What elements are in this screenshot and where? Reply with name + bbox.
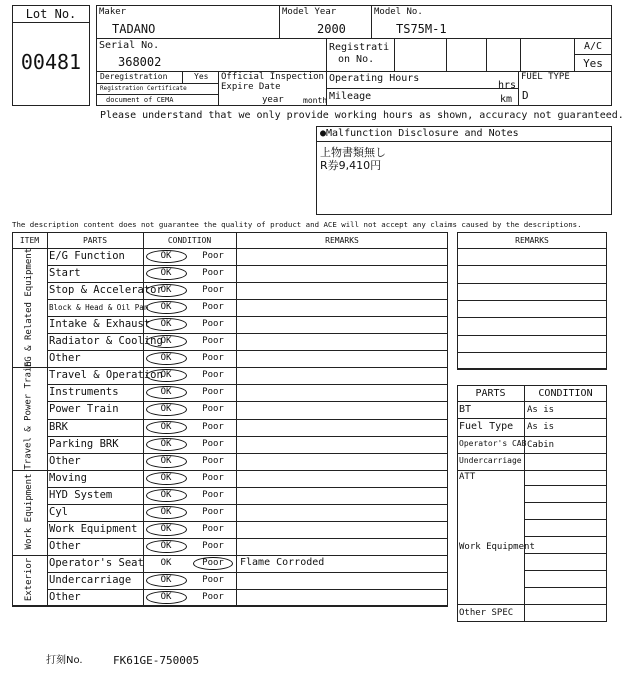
malfunction-note-2: R券9,410円 xyxy=(320,159,382,172)
condition-ok-option[interactable]: OK xyxy=(160,592,172,602)
part-label: Cyl xyxy=(49,506,68,518)
condition-poor-option[interactable]: Poor xyxy=(202,268,224,278)
group-label: Exterior xyxy=(23,558,34,602)
part-label: E/G Function xyxy=(49,250,125,262)
model-no-label: Model No. xyxy=(374,7,423,17)
hrs-label: hrs xyxy=(498,80,517,91)
selected-condition-marker xyxy=(146,284,187,297)
side-condition-value: As is xyxy=(527,422,555,432)
part-label: Block & Head & Oil Pan xyxy=(49,303,149,312)
model-no-value: TS75M-1 xyxy=(396,22,447,36)
selected-condition-marker xyxy=(146,403,187,416)
side-condition-value: Cabin xyxy=(527,440,555,450)
selected-condition-marker xyxy=(146,438,187,451)
condition-poor-option[interactable]: Poor xyxy=(202,319,224,329)
inspection-label-1: Official Inspection xyxy=(221,72,324,82)
part-label: Moving xyxy=(49,472,87,484)
selected-condition-marker xyxy=(146,455,187,468)
side-part-label: Fuel Type xyxy=(459,421,514,432)
group-label: Travel & Power Train xyxy=(24,360,35,470)
condition-ok-option[interactable]: OK xyxy=(160,558,172,568)
selected-condition-marker xyxy=(146,267,187,280)
year-label: year xyxy=(262,95,284,105)
condition-poor-option[interactable]: Poor xyxy=(202,404,224,414)
selected-condition-marker xyxy=(146,318,187,331)
part-label: Travel & Operation xyxy=(49,369,163,381)
col-condition-header: CONDITION xyxy=(167,236,212,245)
col-item-header: ITEM xyxy=(19,236,40,245)
disclaimer: The description content does not guarantee the quality of product and ACE will not accept any claims caused by the descriptions. xyxy=(12,220,582,229)
side-part-label: Undercarriage xyxy=(459,456,522,465)
selected-condition-marker xyxy=(146,472,187,485)
condition-ok-option[interactable]: OK xyxy=(160,490,172,500)
condition-poor-option[interactable]: Poor xyxy=(202,456,224,466)
cema-label: document of CEMA xyxy=(106,96,174,104)
side-part-label: Operator's CAB xyxy=(459,439,527,448)
condition-poor-option[interactable]: Poor xyxy=(202,285,224,295)
side-condition-header: CONDITION xyxy=(538,388,593,399)
part-label: Other xyxy=(49,352,81,364)
side-remarks-header: REMARKS xyxy=(515,236,549,245)
fuel-type-label: FUEL TYPE xyxy=(521,72,570,82)
part-label: Undercarriage xyxy=(49,574,132,586)
model-year-label: Model Year xyxy=(282,7,337,17)
side-other-spec-label: Other SPEC xyxy=(459,608,514,618)
operating-hours-label: Operating Hours xyxy=(329,73,420,84)
condition-ok-option[interactable]: OK xyxy=(160,353,172,363)
part-label: Work Equipment xyxy=(49,523,138,535)
condition-poor-option[interactable]: Poor xyxy=(202,387,224,397)
selected-condition-marker xyxy=(146,250,187,263)
part-label: Other xyxy=(49,540,81,552)
part-label: BRK xyxy=(49,421,68,433)
lot-label: Lot No. xyxy=(25,7,77,21)
condition-poor-option[interactable]: Poor xyxy=(202,422,224,432)
lot-number: 00481 xyxy=(20,50,82,74)
side-att-label: ATT xyxy=(459,472,476,482)
selected-condition-marker xyxy=(146,369,187,382)
deregistration-label: Deregistration xyxy=(100,72,168,81)
month-label: month xyxy=(303,96,328,105)
condition-poor-option[interactable]: Poor xyxy=(202,302,224,312)
selected-condition-marker xyxy=(146,523,187,536)
group-label: EG & Related Equipment xyxy=(24,247,34,367)
condition-ok-option[interactable]: OK xyxy=(160,336,172,346)
side-parts-header: PARTS xyxy=(475,388,506,399)
condition-poor-option[interactable]: Poor xyxy=(202,336,224,346)
condition-poor-option[interactable]: Poor xyxy=(202,575,224,585)
selected-condition-marker xyxy=(193,557,233,570)
stamp-label: 打刻No. xyxy=(46,655,83,666)
condition-ok-option[interactable]: OK xyxy=(160,285,172,295)
group-label: Work Equipment xyxy=(24,473,34,550)
condition-ok-option[interactable]: OK xyxy=(160,387,172,397)
condition-ok-option[interactable]: OK xyxy=(160,302,172,312)
col-remarks-header: REMARKS xyxy=(325,236,359,245)
fuel-type-value: D xyxy=(522,89,529,102)
ac-label: A/C xyxy=(583,41,603,52)
condition-ok-option[interactable]: OK xyxy=(160,268,172,278)
condition-poor-option[interactable]: Poor xyxy=(202,251,224,261)
col-parts-header: PARTS xyxy=(82,236,108,245)
selected-condition-marker xyxy=(146,335,187,348)
km-label: km xyxy=(500,94,513,105)
condition-ok-option[interactable]: OK xyxy=(160,524,172,534)
condition-poor-option[interactable]: Poor xyxy=(202,558,224,568)
ac-value: Yes xyxy=(583,57,603,70)
selected-condition-marker xyxy=(146,506,187,519)
serial-value: 368002 xyxy=(118,55,162,69)
maker-label: Maker xyxy=(99,7,127,17)
deregistration-value: Yes xyxy=(194,72,209,81)
malfunction-note-1: 上物書類無し xyxy=(320,146,386,159)
selected-condition-marker xyxy=(146,591,187,604)
condition-poor-option[interactable]: Poor xyxy=(202,370,224,380)
condition-poor-option[interactable]: Poor xyxy=(202,439,224,449)
part-label: Other xyxy=(49,455,81,467)
part-label: Radiator & Cooling xyxy=(49,335,163,347)
part-label: Intake & Exhaust xyxy=(49,318,151,330)
side-condition-value: As is xyxy=(527,405,555,415)
condition-ok-option[interactable]: OK xyxy=(160,456,172,466)
selected-condition-marker xyxy=(146,489,187,502)
condition-poor-option[interactable]: Poor xyxy=(202,507,224,517)
inspection-label-2: Expire Date xyxy=(221,82,281,92)
condition-ok-option[interactable]: OK xyxy=(160,404,172,414)
selected-condition-marker xyxy=(146,352,187,365)
condition-ok-option[interactable]: OK xyxy=(160,575,172,585)
malfunction-title: ●Malfunction Disclosure and Notes xyxy=(320,128,519,139)
condition-poor-option[interactable]: Poor xyxy=(202,473,224,483)
condition-ok-option[interactable]: OK xyxy=(160,251,172,261)
condition-ok-option[interactable]: OK xyxy=(160,422,172,432)
part-label: Instruments xyxy=(49,386,119,398)
stamp-number: FK61GE-750005 xyxy=(113,654,200,667)
part-label: Other xyxy=(49,591,81,603)
selected-condition-marker xyxy=(146,574,187,587)
part-label: Power Train xyxy=(49,403,119,415)
mileage-label: Mileage xyxy=(329,91,372,102)
serial-label: Serial No. xyxy=(99,40,160,51)
selected-condition-marker xyxy=(146,301,187,314)
side-work-equipment-label: Work Equipment xyxy=(459,542,535,552)
remark-text: Flame Corroded xyxy=(240,557,325,568)
condition-poor-option[interactable]: Poor xyxy=(202,592,224,602)
condition-ok-option[interactable]: OK xyxy=(160,439,172,449)
condition-poor-option[interactable]: Poor xyxy=(202,353,224,363)
part-label: HYD System xyxy=(49,489,113,501)
working-hours-notice: Please understand that we only provide working hours as shown, accuracy not guaranteed. xyxy=(100,110,624,121)
part-label: Stop & Accelerator xyxy=(49,284,163,296)
selected-condition-marker xyxy=(146,540,187,553)
part-label: Operator's Seat xyxy=(49,557,144,569)
selected-condition-marker xyxy=(146,386,187,399)
condition-ok-option[interactable]: OK xyxy=(160,541,172,551)
model-year-value: 2000 xyxy=(317,22,346,36)
condition-poor-option[interactable]: Poor xyxy=(202,524,224,534)
selected-condition-marker xyxy=(146,421,187,434)
registration-label-2: on No. xyxy=(338,54,375,65)
condition-ok-option[interactable]: OK xyxy=(160,370,172,380)
condition-ok-option[interactable]: OK xyxy=(160,473,172,483)
registration-certificate-label: Registration Certificate xyxy=(100,85,187,92)
registration-label-1: Registrati xyxy=(329,42,390,53)
part-label: Parking BRK xyxy=(49,438,119,450)
condition-ok-option[interactable]: OK xyxy=(160,319,172,329)
condition-poor-option[interactable]: Poor xyxy=(202,490,224,500)
condition-poor-option[interactable]: Poor xyxy=(202,541,224,551)
condition-ok-option[interactable]: OK xyxy=(160,507,172,517)
maker-value: TADANO xyxy=(112,22,156,36)
side-part-label: BT xyxy=(459,404,472,415)
part-label: Start xyxy=(49,267,81,279)
